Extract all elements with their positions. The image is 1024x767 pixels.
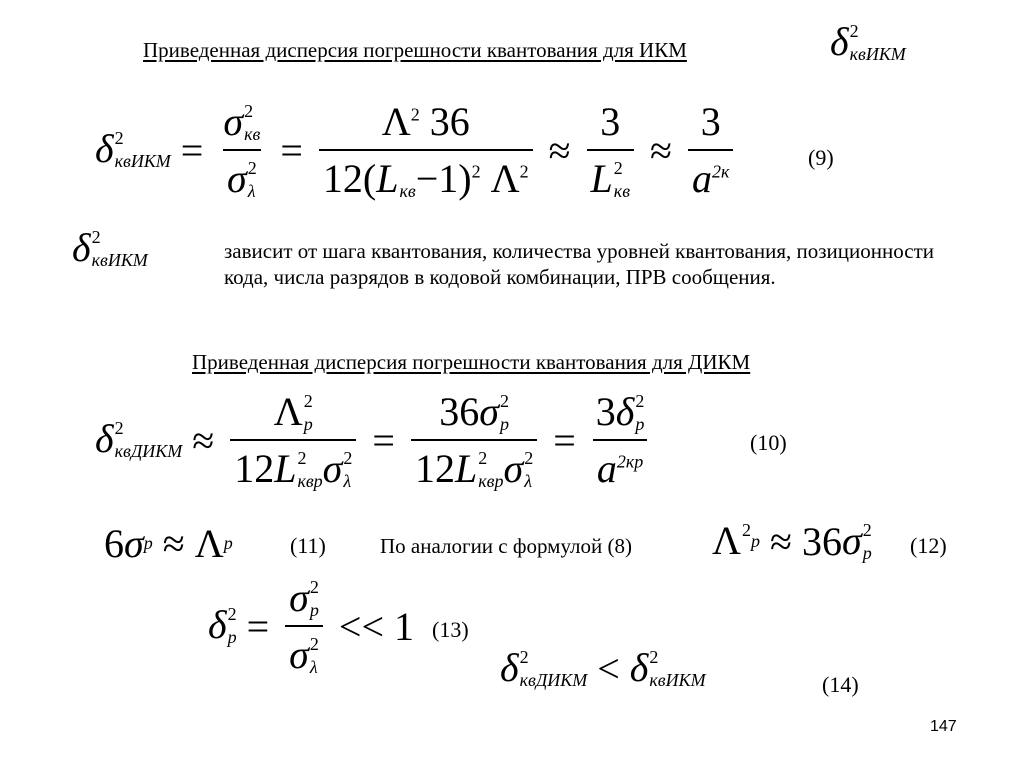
equation-11: 6 σ p ≈ Λ p — [104, 521, 233, 566]
fraction-36-sigma-p: 36 σ 2 p 12 L 2 квp σ 2 λ — [411, 388, 537, 492]
heading-dikm: Приведенная дисперсия погрешности квантования для ДИКМ — [192, 350, 751, 374]
equation-number-9: (9) — [808, 145, 834, 170]
description-symbol: δ 2 квИКМ — [72, 225, 148, 270]
equation-14: δ 2 квДИКМ < δ 2 квИКМ — [500, 644, 706, 691]
equation-number-10: (10) — [750, 430, 787, 455]
description-text: зависит от шага квантования, количества уровней квантования, позиционности кода, числа разрядов в кодовой комбинации, ПРВ сообщения. — [224, 239, 935, 289]
analogy-text: По аналогии с формулой (8) — [380, 534, 632, 558]
equation-number-11: (11) — [290, 533, 326, 558]
equation-number-13: (13) — [432, 617, 469, 642]
equation-number-14: (14) — [822, 672, 859, 697]
equation-13: δ 2 p = σ 2 p σ 2 λ << 1 — [208, 575, 415, 677]
fraction-lambda-36: $\Lambda^2$ 36 12( L кв −1)$^2$ $\Lambda^2$ — [319, 98, 533, 202]
fraction-lambda-p: Λ 2 p 12 L 2 квp σ 2 λ — [230, 388, 356, 492]
equation-10: δ 2 квДИКМ ≈ Λ 2 p 12 L 2 квp σ 2 λ = 36 σ 2 p 12 L 2 квp σ 2 λ = 3 δ 2 p $a^{2кp}$ — [95, 388, 654, 492]
fraction-3-over-a: $\frac{3}{a^{2к}}$ — [688, 98, 733, 202]
heading-ikm: Приведенная дисперсия погрешности квантования для ИКМ — [143, 38, 687, 62]
heading-ikm-symbol: δ 2 квИКМ — [830, 19, 906, 64]
fraction-3-delta-p: 3 δ 2 p $a^{2кp}$ — [592, 388, 649, 492]
equation-number-12: (12) — [910, 533, 947, 558]
fraction-sigma-kv-over-sigma-lambda: σ 2 кв σ 2 λ — [223, 99, 261, 201]
fraction-3-over-L: 3 L 2 кв — [587, 98, 634, 202]
delta-symbol: δ — [830, 19, 849, 64]
equation-12: Λ 2 p ≈ 36 σ 2 p — [712, 517, 872, 564]
equation-9: δ 2 квИКМ = σ 2 кв σ 2 λ = $\Lambda^2$ 36 12( L кв −1)$^2$ $\Lambda^2$ ≈ 3 L 2 кв ≈ $\frac{3}{a^{2к}}$ — [95, 98, 739, 202]
page-number: 147 — [930, 718, 957, 735]
fraction-sigma-p-over-sigma-lambda: σ 2 p σ 2 λ — [285, 574, 323, 678]
